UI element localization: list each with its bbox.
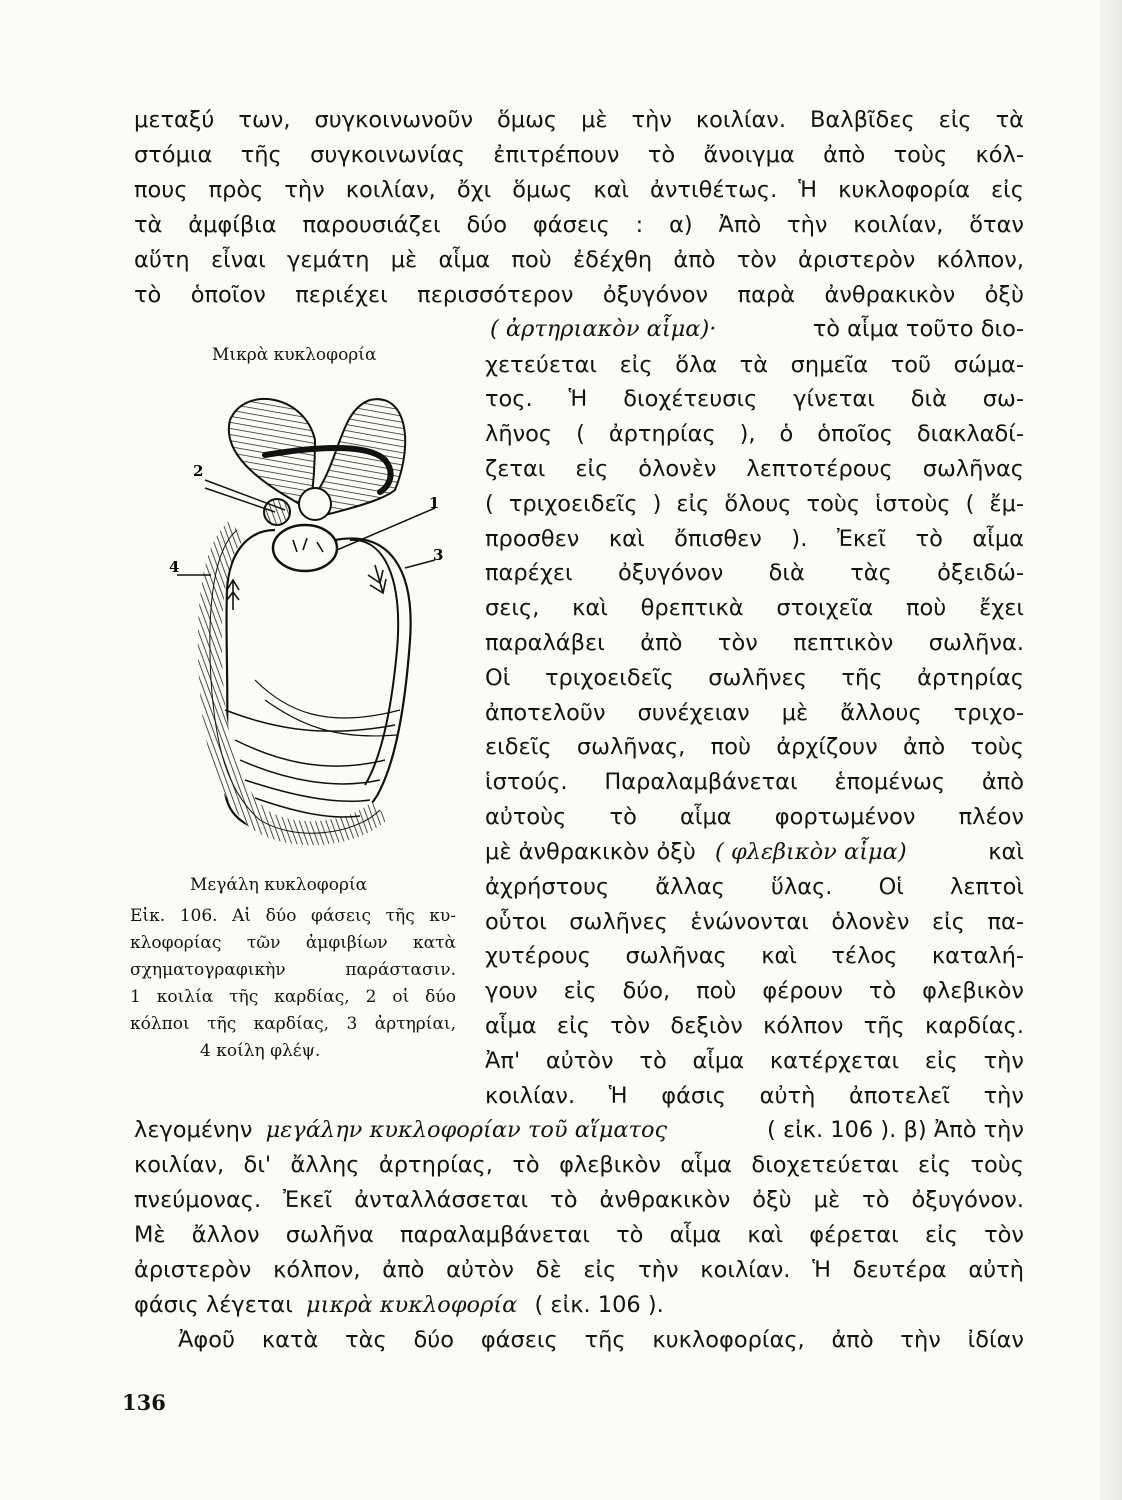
text-line: ζεται εἰς ὁλονὲν λεπτοτέρους σωλῆνας [485, 456, 1024, 482]
text-line: σεις, καὶ θρεπτικὰ στοιχεῖα ποὺ ἔχει [485, 595, 1024, 621]
italic-term-megali: μεγάλην κυκλοφορίαν τοῦ αἵματος [265, 1117, 668, 1143]
text-line: παρέχει ὀξυγόνον διὰ τὰς ὀξειδώ- [485, 560, 1024, 586]
text-fragment: ( εἰκ. 106 ). β) Ἀπὸ τὴν [767, 1117, 1024, 1143]
text-fragment: καὶ [988, 839, 1024, 865]
text-line: χυτέρους σωλῆνας καὶ τέλος καταλή- [485, 943, 1024, 969]
arterial-loop [224, 530, 410, 830]
figure-label-small-circulation: Μικρὰ κυκλοφορία [212, 345, 377, 365]
text-line: αἷμα εἰς τὸν δεξιὸν κόλπον τῆς καρδίας. [485, 1013, 1024, 1039]
figure-caption-line: κόλποι τῆς καρδίας, 3 ἀρτηρίαι, [130, 1014, 456, 1034]
marker-label: 2 [193, 462, 204, 480]
figure-caption-line: Εἰκ. 106. Αἱ δύο φάσεις τῆς κυ- [130, 906, 456, 926]
text-line: ἱστούς. Παραλαμβάνεται ἑπομένως ἀπὸ [485, 769, 1024, 795]
text-line: κοιλίαν. Ἡ φάσις αὐτὴ ἀποτελεῖ τὴν [485, 1083, 1024, 1109]
text-line: στόμια τῆς συγκοινωνίας ἐπιτρέπουν τὸ ἄνοιγμα ἀπὸ τοὺς κόλ- [134, 142, 1024, 168]
flow-arrow [227, 580, 239, 610]
marker-label: 1 [429, 494, 440, 512]
page-edge-shadow [1100, 0, 1122, 1500]
text-line: χετεύεται εἰς ὅλα τὰ σημεῖα τοῦ σώμα- [485, 352, 1024, 378]
text-line: λῆνος ( ἀρτηρίας ), ὁ ὁποῖος διακλαδί- [485, 421, 1024, 447]
text-line-megali [134, 1113, 1024, 1148]
text-line: μεταξύ των, συγκοινωνοῦν ὅμως μὲ τὴν κοιλίαν. Βαλβῖδες εἰς τὰ [134, 107, 1024, 133]
text-line: τος. Ἡ διοχέτευσις γίνεται διὰ σω- [485, 386, 1024, 412]
flow-arrow [368, 565, 386, 593]
text-line: τὰ ἀμφίβια παρουσιάζει δύο φάσεις : α) Ἀπὸ τὴν κοιλίαν, ὅταν [134, 212, 1024, 238]
text-line: τὸ ὁποῖον περιέχει περισσότερον ὀξυγόνον παρὰ ἀνθρακικὸν ὀξὺ [134, 282, 1024, 308]
text-fragment: ( εἰκ. 106 ). [534, 1292, 664, 1318]
left-atrium [299, 488, 331, 520]
text-line: κοιλίαν, δι' ἄλλης ἀρτηρίας, τὸ φλεβικὸν αἷμα διοχετεύεται εἰς τοὺς [134, 1152, 1024, 1178]
italic-term-mikra: μικρὰ κυκλοφορία [306, 1292, 518, 1318]
text-line: προσθεν καὶ ὄπισθεν ). Ἐκεῖ τὸ αἷμα [485, 526, 1024, 552]
text-line: ἀριστερὸν κόλπον, ἀπὸ αὐτὸν δὲ εἰς τὴν κοιλίαν. Ἡ δευτέρα αὐτὴ [134, 1257, 1024, 1283]
figure-caption-line: 4 κοίλη φλέψ. [200, 1041, 321, 1061]
text-line: ειδεῖς σωλῆνας, ποὺ ἀρχίζουν ἀπὸ τοὺς [485, 734, 1024, 760]
text-line: αὐτοὺς τὸ αἷμα φορτωμένον πλέον [485, 804, 1024, 830]
italic-term-arterial: ( ἀρτηριακὸν αἷμα)· [490, 316, 717, 342]
text-fragment: μὲ ἀνθρακικὸν ὀξὺ [485, 839, 696, 865]
vena-cava [210, 530, 380, 833]
text-line: αὕτη εἶναι γεμάτη μὲ αἷμα ποὺ ἐδέχθη ἀπὸ τὸν ἀριστερὸν κόλπον, [134, 247, 1024, 273]
text-line: Μὲ ἄλλον σωλῆνα παραλαμβάνεται τὸ αἷμα καὶ φέρεται εἰς τὸν [134, 1222, 1024, 1248]
figure-caption-line: κλοφορίας τῶν ἀμφιβίων κατὰ [130, 933, 456, 953]
text-line-arterial [490, 312, 1024, 347]
marker-label: 3 [433, 546, 444, 564]
ventricle [273, 525, 337, 571]
text-line: γουν εἰς δύο, ποὺ φέρουν τὸ φλεβικὸν [485, 978, 1024, 1004]
figure-caption-line: σχηματογραφικὴν παράστασιν. [130, 960, 456, 980]
text-fragment: τὸ αἷμα τοῦτο διο- [812, 316, 1024, 342]
text-line: οὗτοι σωλῆνες ἑνώνονται ὁλονὲν εἰς πα- [485, 909, 1024, 935]
text-line-mikra [134, 1288, 1024, 1323]
text-line-venous [485, 835, 1024, 870]
italic-term-venous: ( φλεβικὸν αἷμα) [715, 839, 907, 865]
text-line: πνεύμονας. Ἐκεῖ ἀνταλλάσσεται τὸ ἀνθρακικὸν ὀξὺ μὲ τὸ ὀξυγόνον. [134, 1187, 1024, 1213]
text-line: Οἱ τριχοειδεῖς σωλῆνες τῆς ἀρτηρίας [485, 665, 1024, 691]
text-line: Ἀπ' αὐτὸν τὸ αἷμα κατέρχεται εἰς τὴν [485, 1048, 1024, 1074]
text-fragment: φάσις λέγεται [134, 1292, 293, 1318]
marker-label: 4 [169, 558, 180, 576]
text-line: παραλάβει ἀπὸ τὸν πεπτικὸν σωλῆνα. [485, 630, 1024, 656]
figure-label-great-circulation: Μεγάλη κυκλοφορία [190, 875, 368, 895]
text-fragment: λεγομένην [134, 1117, 253, 1143]
text-line: ἀχρήστους ἄλλας ὕλας. Οἱ λεπτοὶ [485, 874, 1024, 900]
text-line-paragraph-start: Ἀφοῦ κατὰ τὰς δύο φάσεις τῆς κυκλοφορίας, ἀπὸ τὴν ἰδίαν [178, 1327, 1024, 1353]
circulation-diagram [165, 380, 465, 860]
text-line: πους πρὸς τὴν κοιλίαν, ὄχι ὅμως καὶ ἀντιθέτως. Ἡ κυκλοφορία εἰς [134, 177, 1024, 203]
text-line: ἀποτελοῦν συνέχειαν μὲ ἄλλους τριχο- [485, 700, 1024, 726]
figure-caption-line: 1 κοιλία τῆς καρδίας, 2 οἱ δύο [130, 987, 456, 1007]
text-line: ( τριχοειδεῖς ) εἰς ὅλους τοὺς ἱστοὺς ( ἔμ- [485, 491, 1024, 517]
page-number: 136 [122, 1390, 166, 1415]
